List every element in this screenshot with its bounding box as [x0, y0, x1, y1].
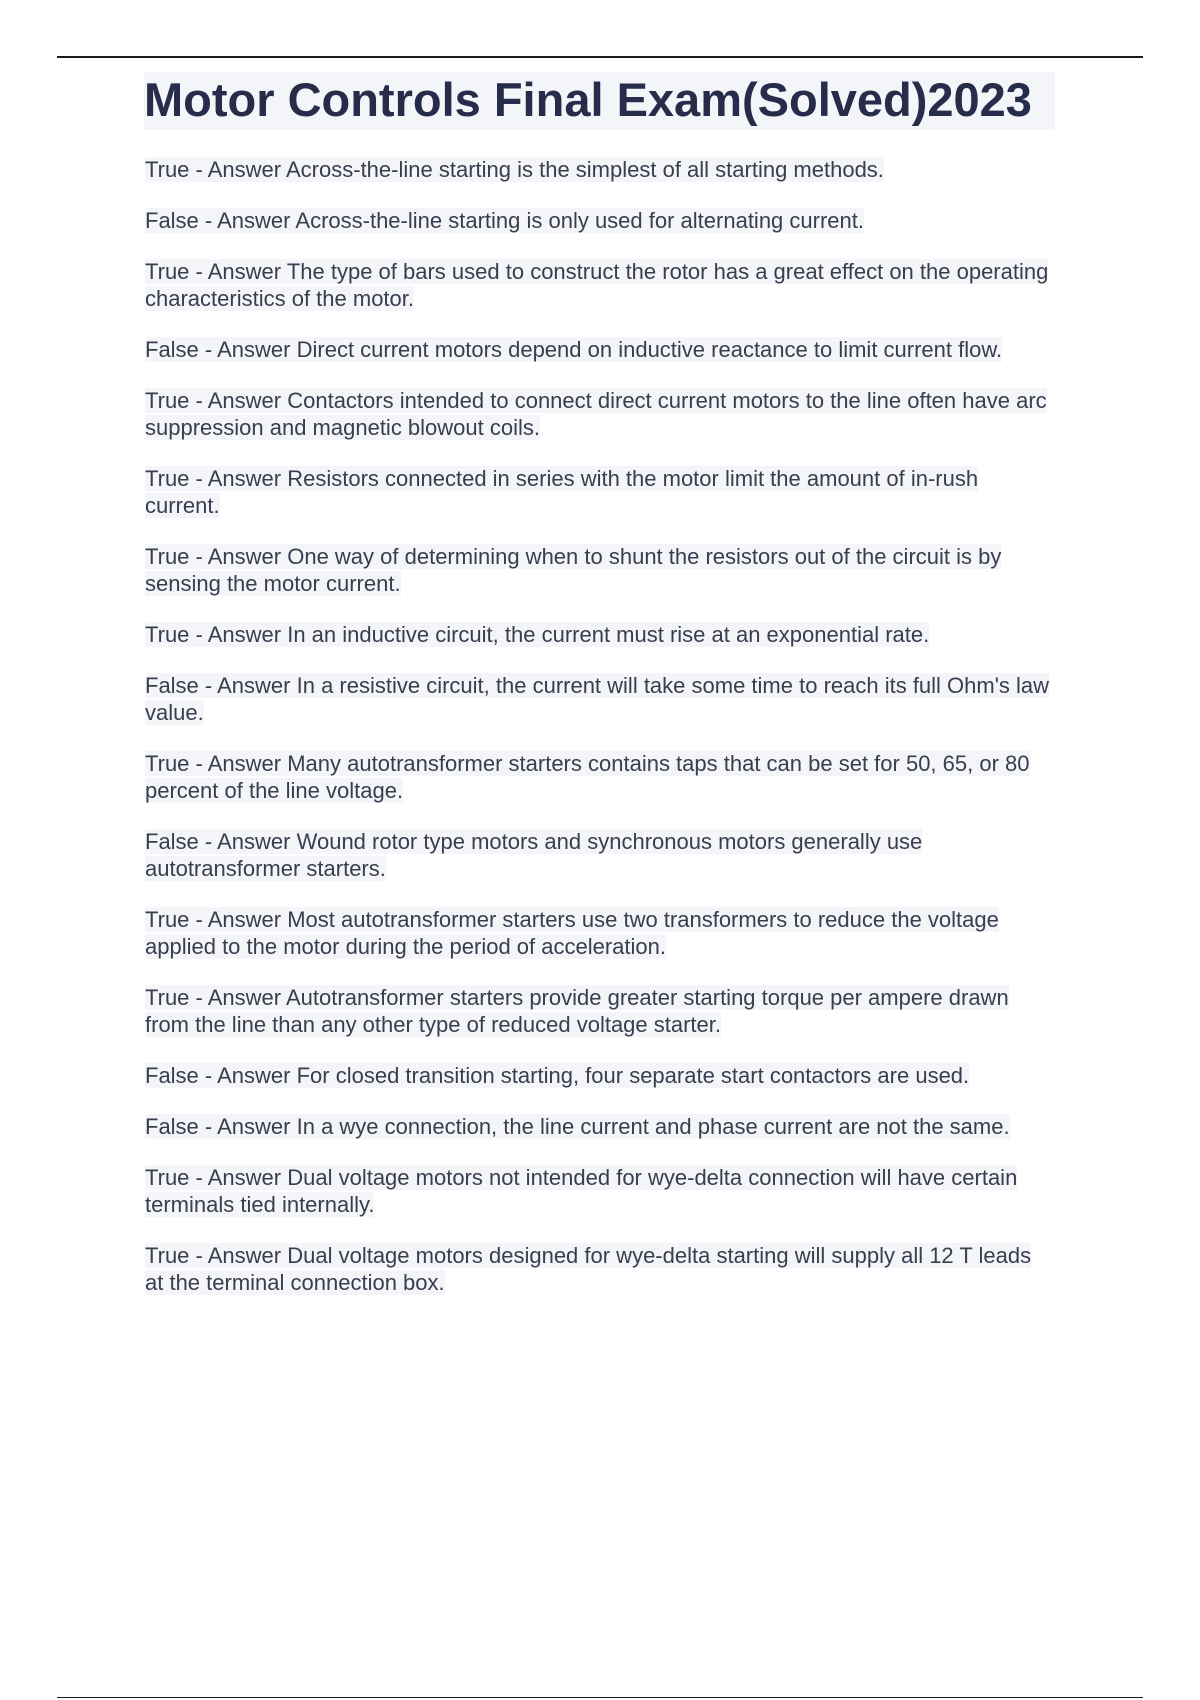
qa-item	[145, 156, 1055, 183]
qa-text: True - Answer Resistors connected in series with the motor limit the amount of in-rush current.	[145, 466, 979, 518]
qa-text: True - Answer In an inductive circuit, the current must rise at an exponential rate.	[145, 622, 930, 647]
qa-text: True - Answer One way of determining when to shunt the resistors out of the circuit is by sensing the motor current.	[145, 544, 1002, 596]
qa-item	[145, 1164, 1055, 1218]
qa-item	[145, 258, 1055, 312]
qa-text: True - Answer Autotransformer starters provide greater starting torque per ampere drawn from the line than any other type of reduced voltage starter.	[145, 985, 1009, 1037]
qa-text: False - Answer Direct current motors depend on inductive reactance to limit current flow.	[145, 337, 1003, 362]
qa-item	[145, 828, 1055, 882]
qa-item	[145, 1113, 1055, 1140]
qa-text: False - Answer Across-the-line starting is only used for alternating current.	[145, 208, 864, 233]
qa-text: True - Answer Most autotransformer starters use two transformers to reduce the voltage applied to the motor during the period of acceleration.	[145, 907, 999, 959]
qa-text: False - Answer For closed transition starting, four separate start contactors are used.	[145, 1063, 970, 1088]
qa-item	[145, 672, 1055, 726]
qa-text: True - Answer Dual voltage motors not intended for wye-delta connection will have certain terminals tied internally.	[145, 1165, 1018, 1217]
page-title: Motor Controls Final Exam(Solved)2023	[144, 73, 1032, 126]
title-block	[144, 72, 1055, 130]
qa-item	[145, 336, 1055, 363]
qa-text: False - Answer In a wye connection, the line current and phase current are not the same.	[145, 1114, 1010, 1139]
qa-text: False - Answer Wound rotor type motors and synchronous motors generally use autotransformer starters.	[145, 829, 923, 881]
qa-text: True - Answer Across-the-line starting is the simplest of all starting methods.	[145, 157, 884, 182]
top-rule	[57, 56, 1143, 58]
qa-text: False - Answer In a resistive circuit, the current will take some time to reach its full Ohm's law value.	[145, 673, 1050, 725]
qa-item	[145, 621, 1055, 648]
qa-item	[145, 465, 1055, 519]
qa-item	[145, 543, 1055, 597]
qa-item	[145, 387, 1055, 441]
qa-item	[145, 906, 1055, 960]
qa-item	[145, 984, 1055, 1038]
qa-item	[145, 1242, 1055, 1296]
qa-item	[145, 207, 1055, 234]
qa-text: True - Answer The type of bars used to construct the rotor has a great effect on the operating characteristics of the motor.	[145, 259, 1049, 311]
qa-text: True - Answer Dual voltage motors designed for wye-delta starting will supply all 12 T leads at the terminal connection box.	[145, 1243, 1032, 1295]
document-body	[145, 72, 1055, 1320]
qa-text: True - Answer Contactors intended to connect direct current motors to the line often have arc suppression and magnetic blowout coils.	[145, 388, 1047, 440]
qa-item	[145, 1062, 1055, 1089]
qa-item	[145, 750, 1055, 804]
bottom-rule	[57, 1697, 1143, 1698]
qa-text: True - Answer Many autotransformer starters contains taps that can be set for 50, 65, or 80 percent of the line voltage.	[145, 751, 1030, 803]
